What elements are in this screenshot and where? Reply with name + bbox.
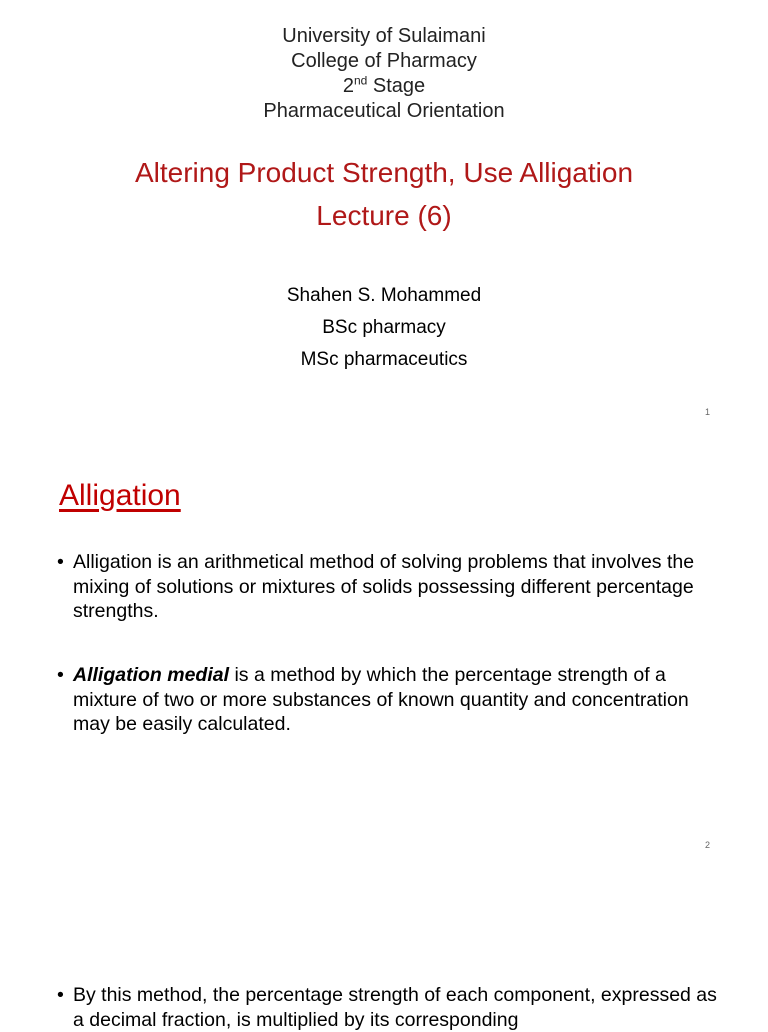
lecture-number: Lecture (6) [316, 200, 452, 231]
bullet-item [57, 550, 717, 624]
stage-word: Stage [367, 75, 426, 97]
stage-number: 2 [342, 75, 354, 97]
slide-2 [0, 432, 768, 864]
course-name: Pharmaceutical Orientation [263, 100, 505, 122]
bullet-marker: • [57, 664, 64, 686]
slide-1 [0, 0, 768, 432]
section-heading: Alligation [59, 479, 181, 512]
author-name: Shahen S. Mohammed [286, 285, 482, 306]
college-name: College of Pharmacy [291, 50, 477, 72]
bullet-item [57, 983, 717, 1032]
author-degree-msc: MSc pharmaceutics [300, 349, 468, 370]
author-degree-bsc: BSc pharmacy [322, 317, 446, 338]
bullet-marker: • [57, 984, 64, 1006]
stage-label [0, 74, 768, 99]
bullet-marker: • [57, 551, 64, 573]
bullet-rest: is a method by which the percentage strength of a mixture of two or more substances of known quantity and concentration may be easily calculated. [73, 664, 689, 735]
stage-ordinal-suffix: nd [353, 73, 368, 88]
page-number: 1 [704, 407, 710, 417]
page-number: 2 [704, 840, 710, 850]
slide-3 [0, 864, 768, 1031]
bullet-text [73, 663, 717, 737]
university-name: University of Sulaimani [282, 25, 486, 47]
bullet-item [57, 663, 717, 737]
bullet-text: By this method, the percentage strength of each component, expressed as a decimal fraction, is multiplied by its corresponding [73, 984, 717, 1031]
bullet-text: Alligation is an arithmetical method of solving problems that involves the mixing of solutions or mixtures of solids possessing different percentage strengths. [73, 551, 695, 622]
bullet-emphasis: Alligation medial [73, 664, 230, 686]
lecture-title: Altering Product Strength, Use Alligation [134, 157, 634, 188]
